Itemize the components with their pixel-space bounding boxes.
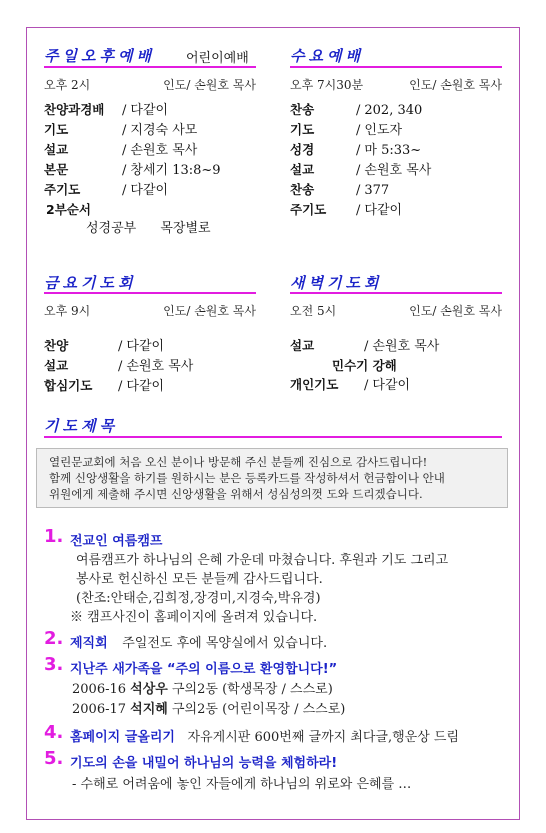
order-row: 찬양 / 다같이 xyxy=(44,338,165,354)
welcome-line: 열린문교회에 처음 오신 분이나 방문해 주신 분들께 진심으로 감사드립니다! xyxy=(49,455,428,469)
welcome-box xyxy=(36,448,508,508)
announcement-title: 지난주 새가족을 “주의 이름으로 환영합니다!” xyxy=(70,662,338,677)
order-row: 설교 / 손원호 목사 xyxy=(44,358,194,374)
order-label: 개인기도 xyxy=(290,377,339,392)
announcement-line: - 수해로 어려움에 놓인 자들에게 하나님의 위로와 은혜를 … xyxy=(72,777,412,792)
announcement-line: 여름캠프가 하나님의 은혜 가운데 마쳤습니다. 후원과 기도 그리고 xyxy=(76,553,449,568)
wednesday-underline xyxy=(290,66,502,68)
sunday-subtitle: 어린이예배 xyxy=(186,51,249,66)
sunday-leader: 인도/ 손원호 목사 xyxy=(163,78,256,92)
part2-item: 성경공부 xyxy=(86,221,137,236)
order-row: 찬송 / 202, 340 xyxy=(290,102,423,118)
part2-item: 목장별로 xyxy=(160,221,211,236)
order-value: 다같이 xyxy=(372,378,411,393)
order-value: 마 5:33~ xyxy=(364,143,422,158)
wednesday-order xyxy=(290,100,431,220)
sunday-order xyxy=(44,100,221,238)
order-label: 기도 xyxy=(290,122,315,137)
member-name: 석지혜 xyxy=(130,702,168,717)
order-value: 손원호 목사 xyxy=(130,143,198,158)
order-row: 찬양과경배 / 다같이 xyxy=(44,102,169,118)
dawn-order xyxy=(290,336,439,395)
announcement-number: 2. xyxy=(44,628,64,649)
member-code: 2006-17 xyxy=(72,702,127,717)
order-label: 찬송 xyxy=(290,102,315,117)
order-row: 기도 / 지경숙 사모 xyxy=(44,122,198,138)
welcome-line: 위원에게 제출해 주시면 신앙생활을 위해서 성심성의껏 도와 드리겠습니다. xyxy=(49,487,423,501)
order-label: 찬송 xyxy=(290,182,315,197)
friday-order xyxy=(44,336,193,396)
announcement-line: ※ 캠프사진이 홈페이지에 올려져 있습니다. xyxy=(70,610,318,625)
order-row: 찬송 / 377 xyxy=(290,182,390,198)
announcement-number: 1. xyxy=(44,526,64,547)
friday-leader: 인도/ 손원호 목사 xyxy=(163,304,256,318)
order-row: 설교 / 손원호 목사 xyxy=(290,162,432,178)
welcome-line: 함께 신앙생활을 하기를 원하시는 분은 등록카드를 작성하셔서 헌금함이나 안내 xyxy=(49,471,445,485)
order-row: 합심기도 / 다같이 xyxy=(44,378,165,394)
member-detail: 구의2동 (어린이목장 / 스스로) xyxy=(172,702,346,717)
dawn-leader: 인도/ 손원호 목사 xyxy=(409,304,502,318)
announcement-title: 기도의 손을 내밀어 하나님의 능력을 체험하라! xyxy=(70,756,338,771)
sunday-underline xyxy=(44,66,256,68)
order-label: 주기도 xyxy=(44,182,81,197)
order-label: 설교 xyxy=(44,142,69,157)
sunday-time: 오후 2시 xyxy=(44,78,91,92)
order-label: 본문 xyxy=(44,162,69,177)
order-label: 합심기도 xyxy=(44,378,93,393)
friday-underline xyxy=(44,292,256,294)
dawn-underline xyxy=(290,292,502,294)
order-label: 설교 xyxy=(290,162,315,177)
announcement-number: 5. xyxy=(44,748,64,769)
order-row: 개인기도 / 다같이 xyxy=(290,377,411,393)
order-label: 성경 xyxy=(290,142,315,157)
announcement-text: 주일전도 후에 목양실에서 있습니다. xyxy=(122,636,328,651)
order-row: 주기도 / 다같이 xyxy=(290,202,403,218)
order-label: 주기도 xyxy=(290,202,327,217)
announcement-item xyxy=(70,726,459,745)
sunday-title: 주일오후예배 xyxy=(44,47,155,65)
announcement-line: 봉사로 헌신하신 모든 분들께 감사드립니다. xyxy=(76,572,323,587)
announcement-title: 전교인 여름캠프 xyxy=(70,534,163,549)
member-name: 석상우 xyxy=(130,682,168,697)
friday-title: 금요기도회 xyxy=(44,274,137,292)
order-label: 설교 xyxy=(44,358,69,373)
new-members xyxy=(72,680,345,720)
new-member-row xyxy=(72,700,345,720)
order-value: 손원호 목사 xyxy=(126,359,194,374)
order-row: 설교 / 손원호 목사 xyxy=(44,142,198,158)
dawn-service-info xyxy=(290,302,502,319)
order-label: 설교 xyxy=(290,338,315,353)
order-label: 찬양과경배 xyxy=(44,102,105,117)
announcement-item xyxy=(70,632,327,651)
order-value: 다같이 xyxy=(130,103,169,118)
order-row: 기도 / 인도자 xyxy=(290,122,403,138)
order-value: 손원호 목사 xyxy=(364,163,432,178)
order-value: 다같이 xyxy=(130,183,169,198)
dawn-time: 오전 5시 xyxy=(290,304,337,318)
wednesday-service-info xyxy=(290,76,502,93)
order-value: 다같이 xyxy=(364,203,403,218)
new-member-row xyxy=(72,680,345,700)
announcement-number: 4. xyxy=(44,722,64,743)
order-label: 기도 xyxy=(44,122,69,137)
announcement-text: 자유게시판 600번째 글까지 최다글,행운상 드림 xyxy=(187,730,460,745)
announcement-title: 제직회 xyxy=(70,636,108,651)
announcement-title: 홈페이지 글올리기 xyxy=(70,730,175,745)
order-row: 본문 / 창세기 13:8~9 xyxy=(44,162,221,178)
part2-label: 2부순서 xyxy=(46,202,91,217)
order-value: 인도자 xyxy=(364,123,403,138)
prayer-underline xyxy=(44,436,502,438)
order-row: 설교 / 손원호 목사 xyxy=(290,338,440,354)
member-code: 2006-16 xyxy=(72,682,127,697)
order-value: 지경숙 사모 xyxy=(130,123,198,138)
order-label: 찬양 xyxy=(44,338,69,353)
member-detail: 구의2동 (학생목장 / 스스로) xyxy=(172,682,333,697)
dawn-title: 새벽기도회 xyxy=(290,274,383,292)
announcement-body xyxy=(70,551,449,627)
announcement-number: 3. xyxy=(44,654,64,675)
friday-service-info xyxy=(44,302,256,319)
sunday-service-info xyxy=(44,76,256,93)
prayer-title: 기도제목 xyxy=(44,417,118,435)
dawn-special: 민수기 강해 xyxy=(332,358,397,373)
order-value: 다같이 xyxy=(126,379,165,394)
order-value: 손원호 목사 xyxy=(372,339,440,354)
part2-items xyxy=(44,219,221,238)
wednesday-time: 오후 7시30분 xyxy=(290,78,364,92)
order-value: 창세기 13:8~9 xyxy=(130,163,221,178)
order-value: 202, 340 xyxy=(364,103,423,118)
announcement-line: (찬조:안태순,김희정,장경미,지경숙,박유경) xyxy=(76,591,321,606)
order-value: 377 xyxy=(364,183,390,198)
friday-time: 오후 9시 xyxy=(44,304,91,318)
order-row: 주기도 / 다같이 xyxy=(44,182,169,198)
order-row: 성경 / 마 5:33~ xyxy=(290,142,422,158)
wednesday-title: 수요예배 xyxy=(290,47,364,65)
order-value: 다같이 xyxy=(126,339,165,354)
wednesday-leader: 인도/ 손원호 목사 xyxy=(409,78,502,92)
